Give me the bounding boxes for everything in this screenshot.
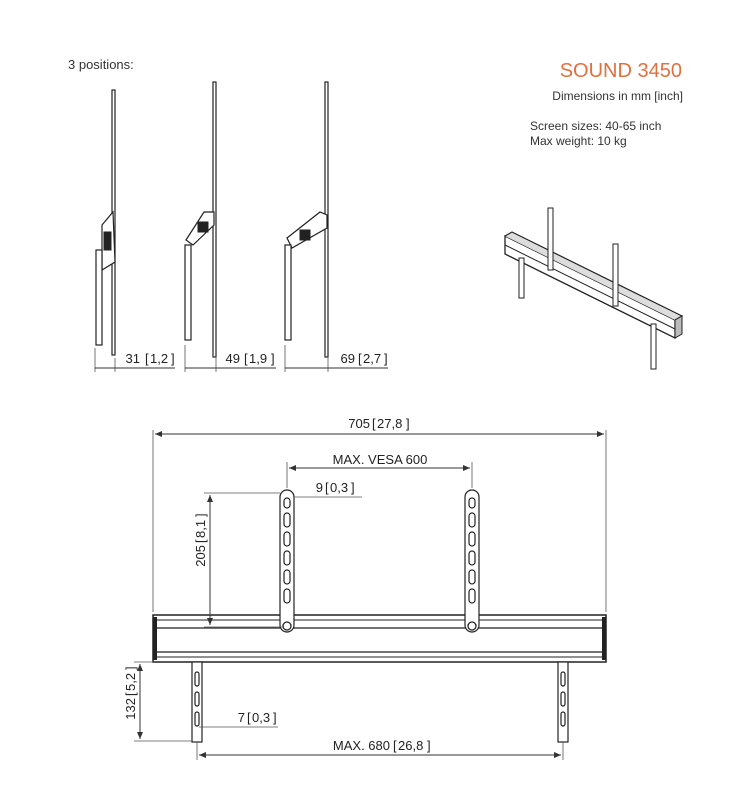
side-view-1 — [95, 90, 175, 372]
side-view-2 — [185, 82, 276, 372]
side-3-value: 69 — [340, 351, 355, 366]
positions-label: 3 positions: — [68, 57, 134, 72]
slot-top-inch: 0,3 — [330, 480, 349, 495]
slot-bottom-value: 7 — [237, 710, 245, 725]
overall-width-bracket-open: [ — [372, 416, 376, 431]
upper-height-value: 205 — [193, 545, 208, 567]
slot-top-bracket-close: ] — [351, 480, 355, 495]
lower-height-bracket-open: [ — [123, 692, 138, 696]
side-3-bracket-close: ] — [384, 351, 388, 366]
upper-height-bracket-open: [ — [193, 539, 208, 543]
screen-sizes: Screen sizes: 40-65 inch — [530, 119, 662, 133]
units-note: Dimensions in mm [inch] — [552, 89, 683, 103]
side-1-value: 31 — [125, 351, 140, 366]
lower-span-bracket-close: ] — [427, 738, 431, 753]
product-title: SOUND 3450 — [559, 60, 682, 82]
upper-height-bracket-close: ] — [193, 513, 208, 517]
overall-width-bracket-close: ] — [406, 416, 410, 431]
lower-height-bracket-close: ] — [123, 666, 138, 670]
slot-bottom-bracket-open: [ — [247, 710, 251, 725]
side-2-bracket-open: [ — [244, 351, 248, 366]
lower-height-inch: 5,2 — [123, 672, 138, 691]
slot-top-bracket-open: [ — [325, 480, 329, 495]
overall-width-value: 705 — [348, 416, 370, 431]
side-3-inch: 2,7 — [363, 351, 382, 366]
overall-width-inch: 27,8 — [377, 416, 403, 431]
front-view — [134, 430, 606, 760]
side-2-inch: 1,9 — [249, 351, 268, 366]
side-view-3 — [285, 82, 388, 372]
perspective-view — [505, 208, 682, 369]
slot-bottom-bracket-close: ] — [273, 710, 277, 725]
side-3-bracket-open: [ — [358, 351, 362, 366]
vesa-label: MAX. VESA 600 — [332, 452, 428, 467]
slot-top-value: 9 — [315, 480, 323, 495]
lower-height-value: 132 — [123, 698, 138, 720]
side-1-bracket-close: ] — [171, 351, 175, 366]
side-2-value: 49 — [225, 351, 240, 366]
slot-bottom-inch: 0,3 — [252, 710, 271, 725]
max-weight: Max weight: 10 kg — [530, 134, 627, 148]
side-1-bracket-open: [ — [145, 351, 149, 366]
upper-height-inch: 8,1 — [193, 519, 208, 538]
lower-span-label: MAX. 680 — [332, 738, 390, 753]
side-1-inch: 1,2 — [150, 351, 169, 366]
lower-span-inch: 26,8 — [398, 738, 424, 753]
side-2-bracket-close: ] — [271, 351, 275, 366]
lower-span-bracket-open: [ — [393, 738, 397, 753]
